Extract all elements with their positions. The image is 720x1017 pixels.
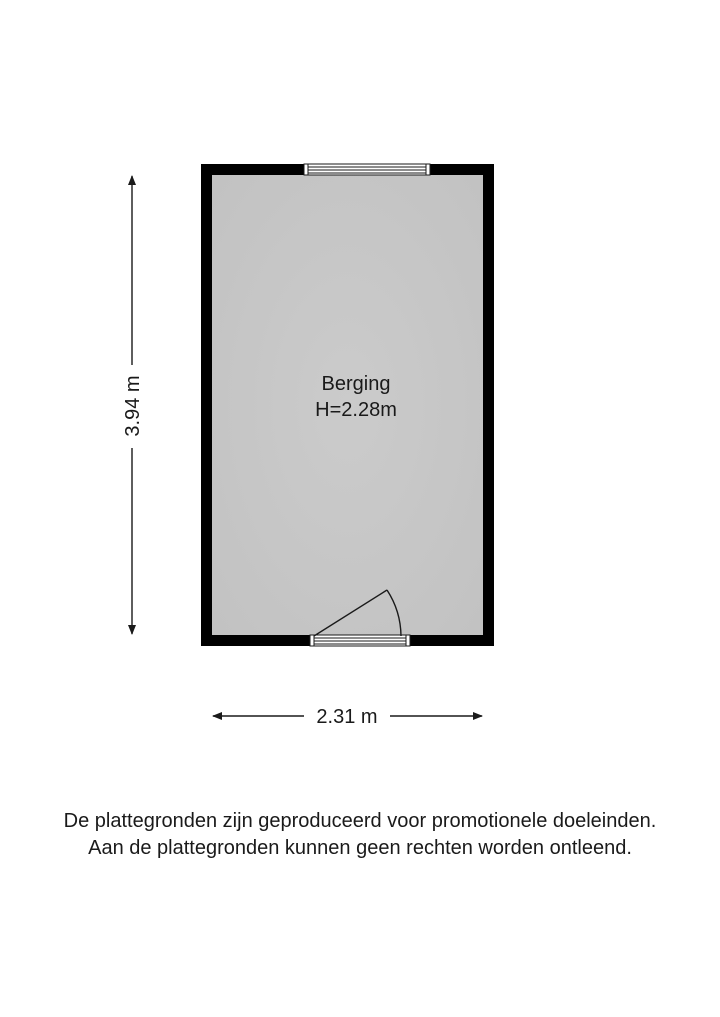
room-name: Berging: [321, 373, 391, 395]
door-opening: [310, 635, 410, 646]
horizontal-dimension: [213, 706, 482, 728]
window-top: [304, 164, 430, 175]
horizontal-dimension-label: 2.31 m: [316, 706, 378, 728]
room-height: H=2.28m: [315, 399, 397, 421]
vertical-dimension-label: 3.94 m: [122, 375, 144, 437]
disclaimer: [0, 808, 720, 862]
disclaimer-line-2: Aan de plattegronden kunnen geen rechten worden ontleend.: [88, 837, 632, 859]
vertical-dimension: [122, 176, 144, 634]
disclaimer-line-1: De plattegronden zijn geproduceerd voor promotionele doeleinden.: [63, 810, 657, 832]
